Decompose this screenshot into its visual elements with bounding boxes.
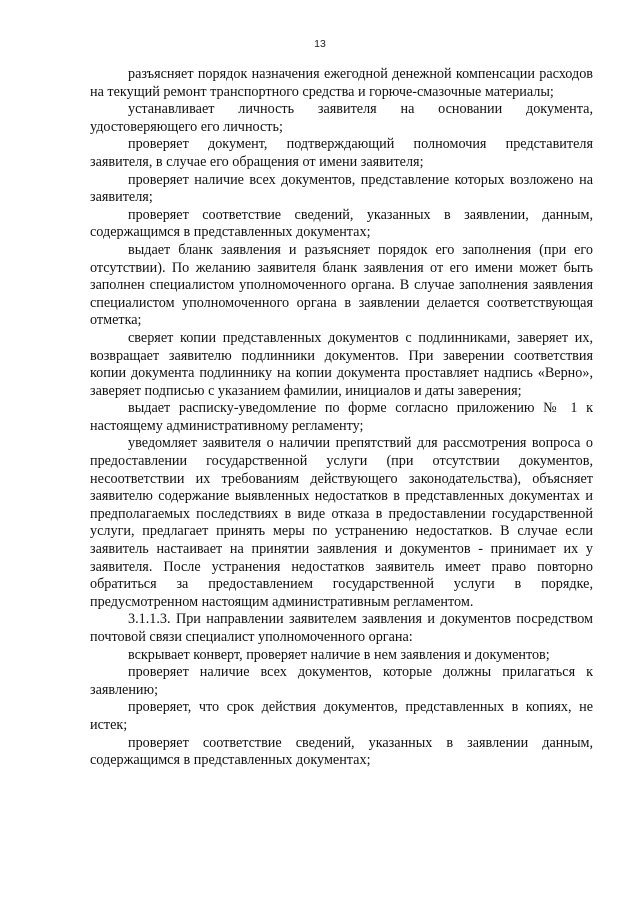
paragraph: выдает бланк заявления и разъясняет порядок его заполнения (при его отсутствии). По желанию заявителя бланк заявления от его имени может быть заполнен специалистом уполномоченного органа. В случае заполнения заявления специалистом уполномоченного органа в заявлении делается соответствующая отметка; xyxy=(90,241,593,329)
paragraph: уведомляет заявителя о наличии препятствий для рассмотрения вопроса о предоставлении государственной услуги (при отсутствии документов, несоответствии их требованиям действующего законодательства), объясняет заявителю содержание выявленных недостатков в представленных документах и предполагаемых последствиях в виде отказа в предоставлении государственной услуги, предлагает принять меры по устранению недостатков. В случае если заявитель настаивает на принятии заявления и документов - принимает их у заявителя. После устранения недостатков заявитель имеет право повторно обратиться за предоставлением государственной услуги в порядке, предусмотренном настоящим административным регламентом. xyxy=(90,435,593,610)
page-number: 13 xyxy=(314,38,326,50)
paragraph: разъясняет порядок назначения ежегодной денежной компенсации расходов на текущий ремонт транспортного средства и горюче-смазочные материалы; xyxy=(90,66,593,100)
paragraph: вскрывает конверт, проверяет наличие в нем заявления и документов; xyxy=(128,646,550,663)
paragraph: проверяет наличие всех документов, которые должны прилагаться к заявлению; xyxy=(90,664,593,698)
paragraph: сверяет копии представленных документов с подлинниками, заверяет их, возвращает заявителю подлинники документов. При заверении соответствия копии документа подлиннику на копии документа проставляет надпись «Верно», заверяет подписью с указанием фамилии, инициалов и даты заверения; xyxy=(90,329,593,399)
paragraph: выдает расписку-уведомление по форме согласно приложению № 1 к настоящему административному регламенту; xyxy=(90,400,593,434)
paragraph: проверяет наличие всех документов, представление которых возложено на заявителя; xyxy=(90,171,593,206)
document-body xyxy=(90,66,593,770)
paragraph: устанавливает личность заявителя на основании документа, удостоверяющего его личность; xyxy=(90,101,593,135)
paragraph: проверяет соответствие сведений, указанных в заявлении данным, содержащимся в представленных документах; xyxy=(90,734,593,769)
paragraph: проверяет, что срок действия документов, представленных в копиях, не истек; xyxy=(90,699,593,733)
paragraph: проверяет соответствие сведений, указанных в заявлении, данным, содержащимся в представленных документах; xyxy=(90,206,593,241)
paragraph: проверяет документ, подтверждающий полномочия представителя заявителя, в случае его обращения от имени заявителя; xyxy=(90,136,593,170)
paragraph: 3.1.1.3. При направлении заявителем заявления и документов посредством почтовой связи специалист уполномоченного органа: xyxy=(90,611,593,645)
